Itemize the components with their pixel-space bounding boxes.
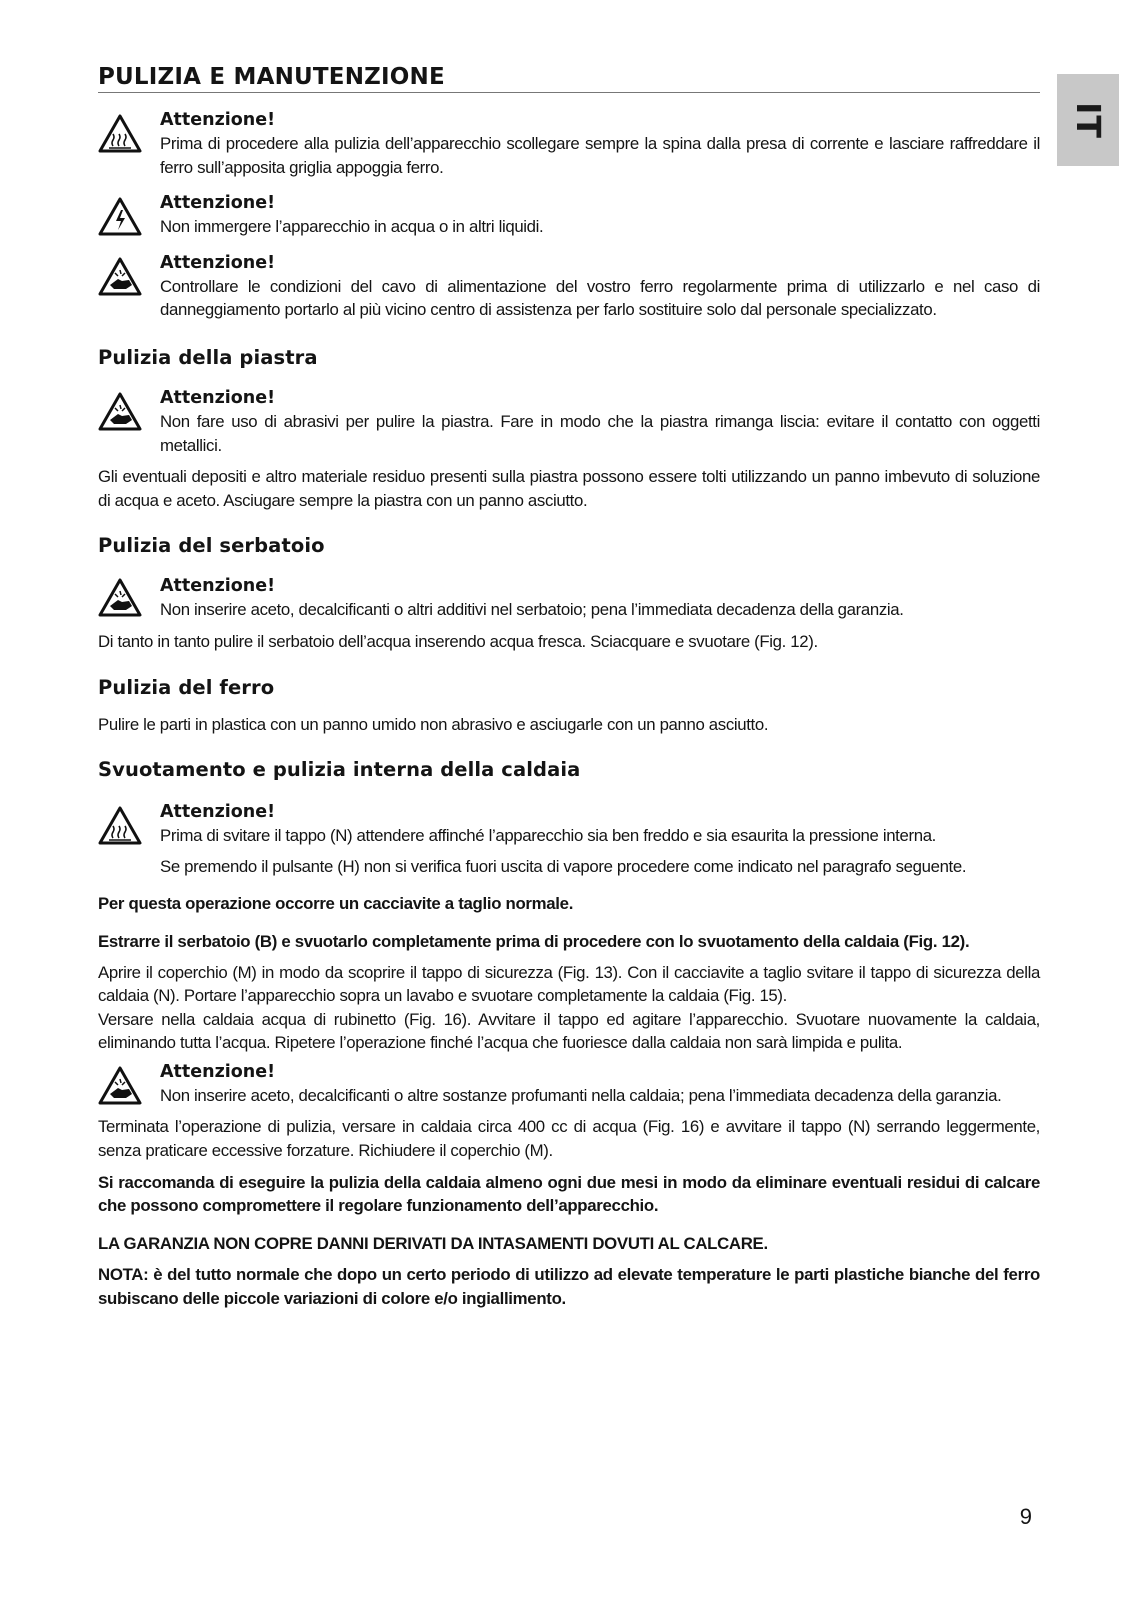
caldaia-text-rinse: Versare nella caldaia acqua di rubinetto (Fig. 16). Avvitare il tappo ed agitare l’apparecchio. Svuotare nuovamente la caldaia, eliminando tutta l’acqua. Ripetere l’operazione finché l’acqua che fuoriesce dalla caldaia non sarà limpida e pulita. (98, 1009, 1040, 1053)
discoloration-note: NOTA: è del tutto normale che dopo un certo periodo di utilizzo ad elevate temperature le parti plastiche bianche del ferro subiscano delle piccole variazioni di colore e/o ingiallimento. (98, 1265, 1040, 1309)
hand-injury-warning-icon (98, 256, 142, 298)
caldaia-tool-note: Per questa operazione occorre un cacciavite a taglio normale. (98, 894, 574, 914)
warning-text: Prima di procedere alla pulizia dell’apparecchio scollegare sempre la spina dalla presa di corrente e lasciare raffreddare il ferro sull’apposita griglia appoggia ferro. (160, 134, 1040, 177)
hand-injury-warning-icon (98, 391, 142, 433)
warning-heading: Attenzione! (160, 252, 276, 273)
warning-heading: Attenzione! (160, 387, 276, 408)
warning-heading: Attenzione! (160, 193, 276, 214)
section-title-ferro: Pulizia del ferro (98, 675, 275, 699)
warning-text: Non inserire aceto, decalcificanti o altre sostanze profumanti nella caldaia; pena l’immediata decadenza della garanzia. (160, 1085, 1002, 1105)
ferro-text: Pulire le parti in plastica con un panno umido non abrasivo e asciugarle con un panno asciutto. (98, 714, 769, 734)
caldaia-text-refill: Terminata l’operazione di pulizia, versare in caldaia circa 400 cc di acqua (Fig. 16) e avvitare il tappo (N) serrando leggermente, senza praticare eccessive forzature. Richiudere il coperchio (M). (98, 1117, 1040, 1161)
warning-caldaia (98, 801, 1040, 878)
caldaia-step-empty-tank: Estrarre il serbatoio (B) e svuotarlo completamente prima di procedere con lo svuotamento della caldaia (Fig. 12). (98, 931, 970, 951)
warning-text: Non inserire aceto, decalcificanti o altri additivi nel serbatoio; pena l’immediata decadenza della garanzia. (160, 600, 904, 620)
section-title-caldaia: Svuotamento e pulizia interna della caldaia (98, 758, 581, 782)
warning-heading: Attenzione! (160, 1061, 276, 1082)
warning-text: Prima di svitare il tappo (N) attendere affinché l’apparecchio sia ben freddo e sia esaurita la pressione interna. (160, 826, 936, 846)
electric-shock-warning-icon (98, 196, 142, 238)
caldaia-recommendation: Si raccomanda di eseguire la pulizia della caldaia almeno ogni due mesi in modo da eliminare eventuali residui di calcare che possono compromettere il regolare funzionamento dell’apparecchio. (98, 1172, 1040, 1216)
warning-heading: Attenzione! (160, 110, 276, 130)
warning-text-secondary: Se premendo il pulsante (H) non si verifica fuori uscita di vapore procedere come indicato nel paragrafo seguente. (160, 856, 967, 876)
page-number: 9 (1019, 1504, 1032, 1529)
section-title-serbatoio: Pulizia del serbatoio (98, 534, 325, 558)
warning-caldaia-additives (98, 1061, 1040, 1108)
page-content (98, 64, 1040, 1311)
serbatoio-text: Di tanto in tanto pulire il serbatoio dell’acqua inserendo acqua fresca. Sciacquare e svuotare (Fig. 12). (98, 631, 818, 651)
warranty-note: LA GARANZIA NON COPRE DANNI DERIVATI DA INTASAMENTI DOVUTI AL CALCARE. (98, 1233, 768, 1253)
hand-injury-warning-icon (98, 577, 142, 619)
language-tab-label: IT (1068, 101, 1108, 139)
language-tab (1057, 74, 1119, 166)
hot-surface-warning-icon (98, 805, 142, 847)
hot-surface-warning-icon (98, 113, 142, 155)
piastra-text: Gli eventuali depositi e altro materiale residuo presenti sulla piastra possono essere tolti utilizzando un panno imbevuto di soluzione di acqua e aceto. Asciugare sempre la piastra con un panno asciutto. (98, 467, 1040, 510)
caldaia-text-open: Aprire il coperchio (M) in modo da scoprire il tappo di sicurezza (Fig. 13). Con il cacciavite a taglio svitare il tappo di sicurezza della caldaia (N). Portare l’apparecchio sopra un lavabo e svuotare completamente la caldaia (Fig. 15). (98, 962, 1040, 1006)
page-title: PULIZIA E MANUTENZIONE (98, 64, 1040, 93)
warning-heading: Attenzione! (160, 576, 276, 597)
warning-text: Non immergere l’apparecchio in acqua o in altri liquidi. (160, 217, 544, 237)
warning-text: Non fare uso di abrasivi per pulire la piastra. Fare in modo che la piastra rimanga liscia: evitare il contatto con oggetti metallici. (160, 411, 1040, 455)
warning-heading: Attenzione! (160, 802, 276, 823)
warning-serbatoio (98, 575, 1040, 622)
hand-injury-warning-icon (98, 1065, 142, 1107)
section-title-piastra: Pulizia della piastra (98, 345, 318, 369)
warning-electric (98, 192, 1040, 239)
warning-piastra (98, 387, 1040, 457)
warning-hot-surface (98, 109, 1040, 179)
warning-cable (98, 252, 1040, 322)
warning-text: Controllare le condizioni del cavo di alimentazione del vostro ferro regolarmente prima di utilizzarlo e nel caso di danneggiamento portarlo al più vicino centro di assistenza per farlo sostituire solo dal personale specializzato. (160, 276, 1040, 320)
